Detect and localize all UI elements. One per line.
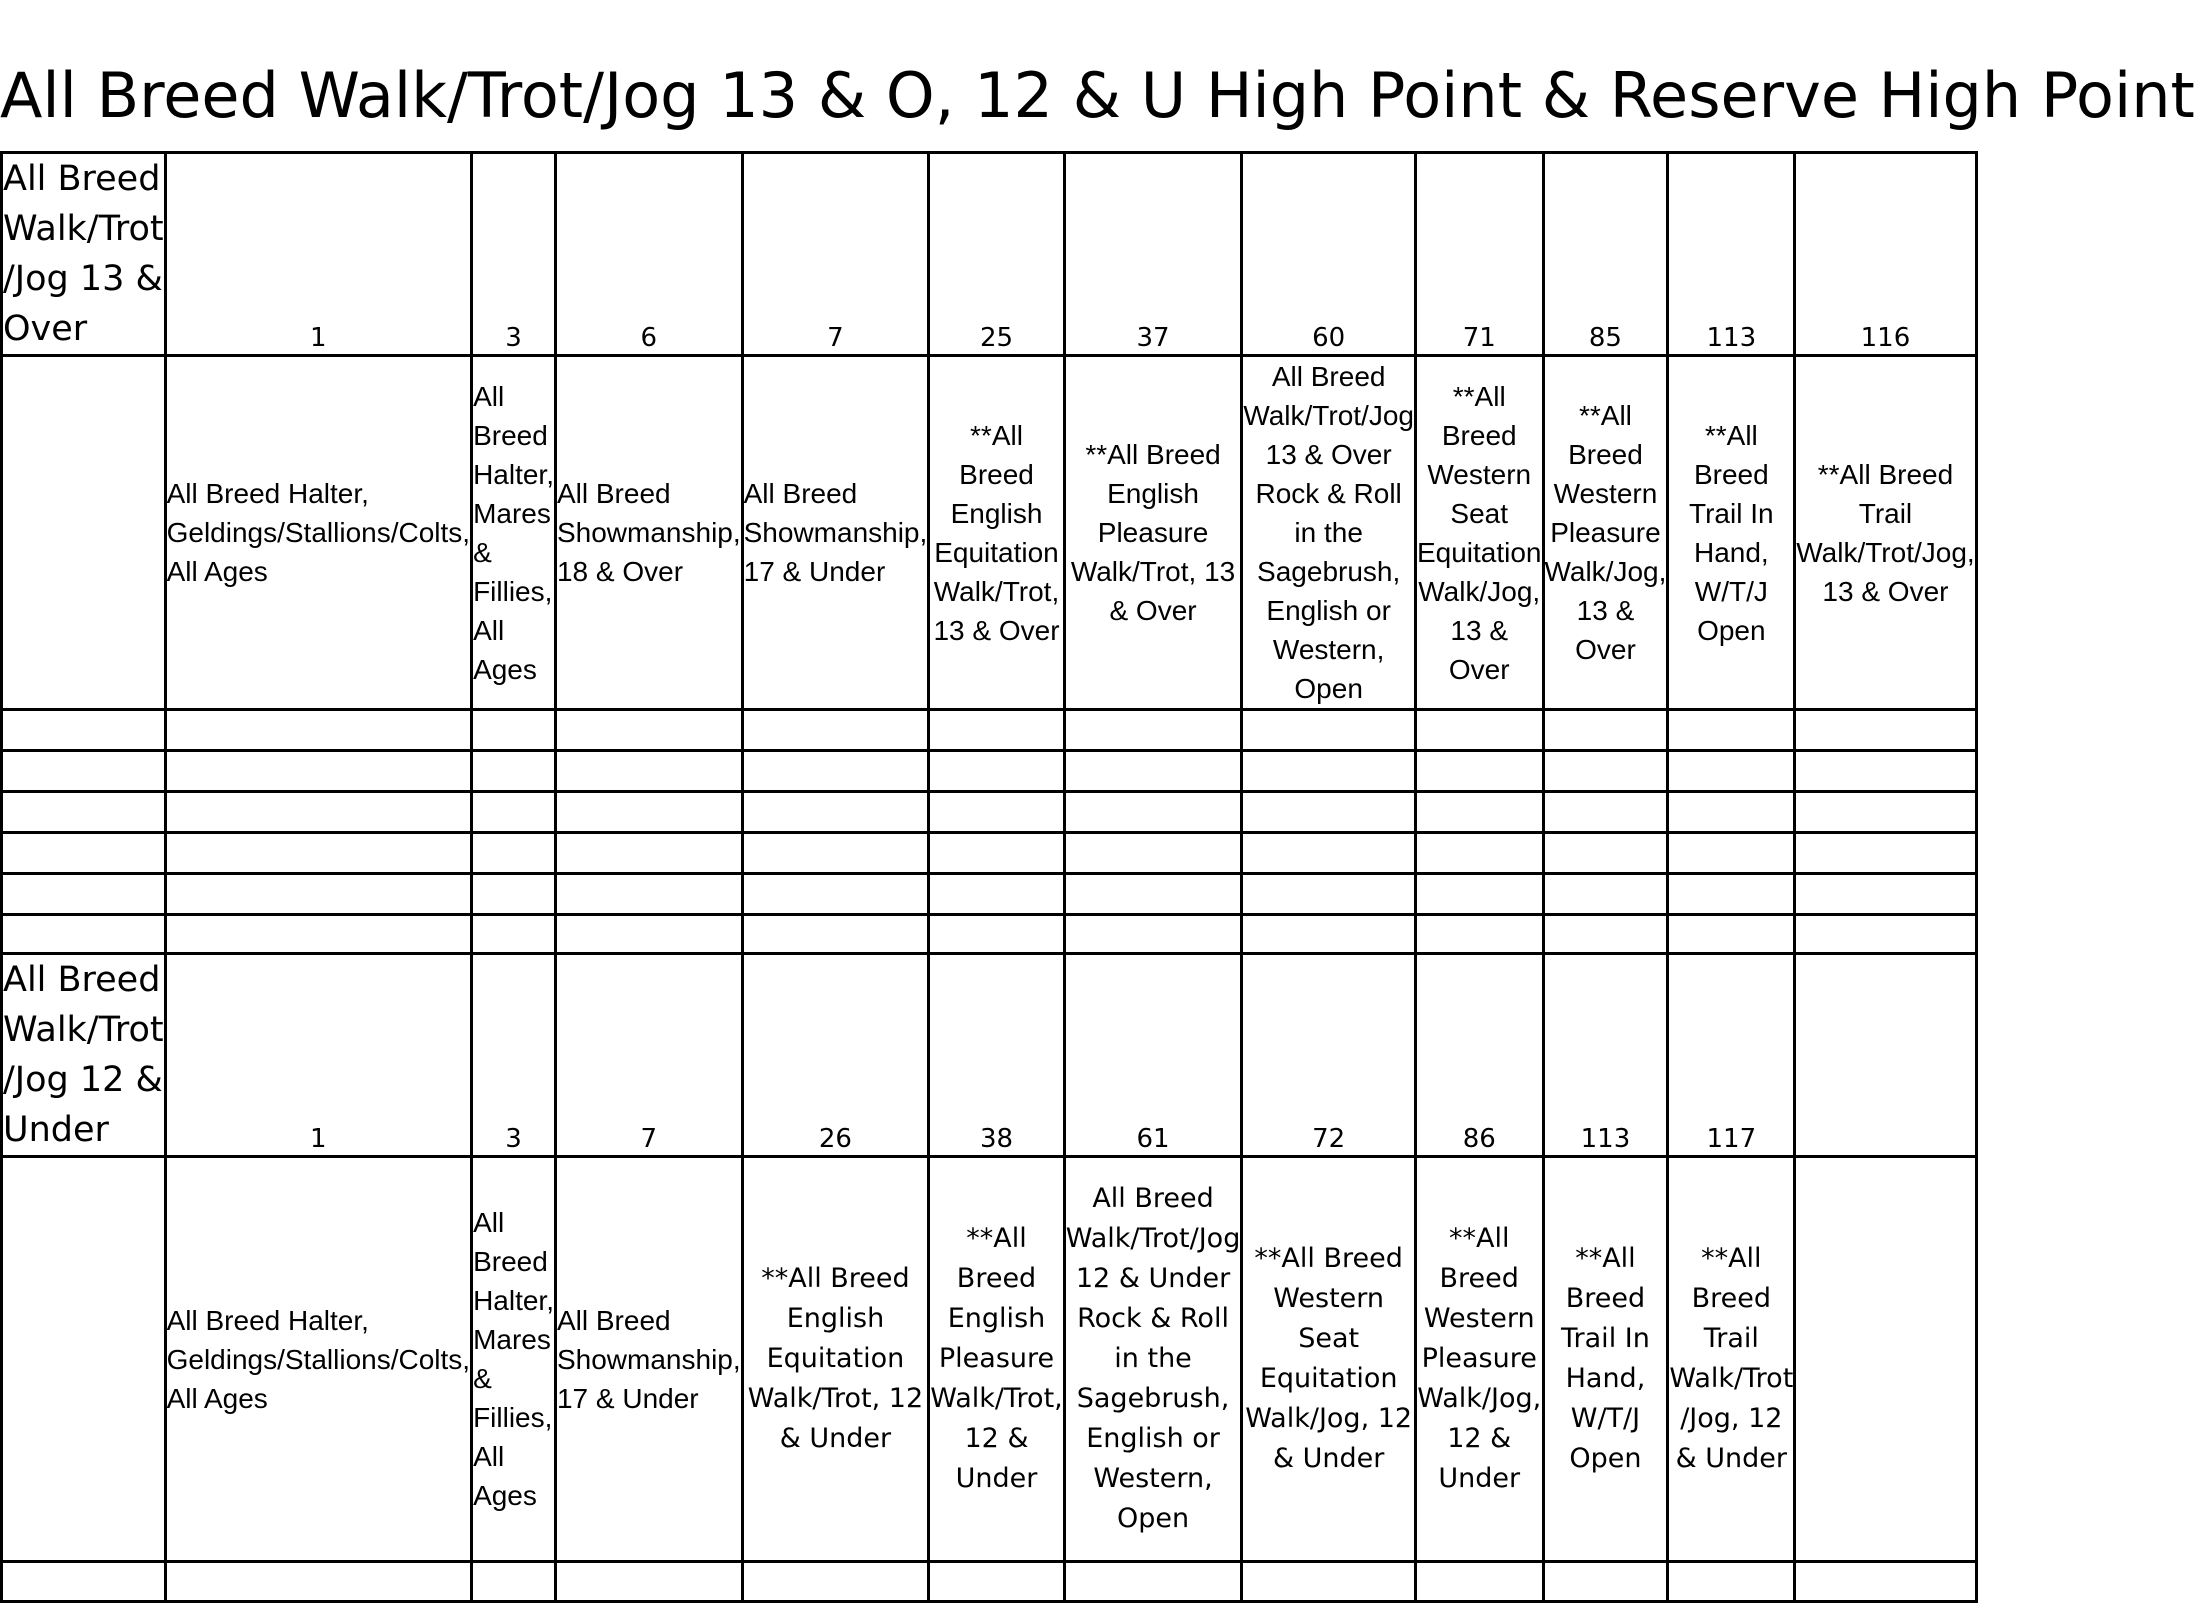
section-12-under-number-row <box>2 954 1977 1157</box>
class-number: 25 <box>929 153 1064 356</box>
class-name: **All Breed Trail Walk/Trot /Jog, 12 & Under <box>1668 1157 1795 1562</box>
section-12-under-class-row <box>2 1157 1977 1562</box>
class-name: All Breed Showmanship, 17 & Under <box>742 356 929 710</box>
class-number <box>1795 954 1976 1157</box>
class-number: 26 <box>742 954 929 1157</box>
entry-row <box>2 710 1977 751</box>
class-number: 117 <box>1668 954 1795 1157</box>
class-name: **All Breed English Equitation Walk/Trot, 13 & Over <box>929 356 1064 710</box>
empty-cell <box>2 1157 166 1562</box>
class-number: 6 <box>555 153 742 356</box>
page-title: All Breed Walk/Trot/Jog 13 & O, 12 & U High Point & Reserve High Point <box>0 59 2195 132</box>
class-number: 3 <box>472 954 556 1157</box>
class-name: **All Breed Trail In Hand, W/T/J Open <box>1543 1157 1668 1562</box>
class-number: 7 <box>555 954 742 1157</box>
class-number: 116 <box>1795 153 1976 356</box>
class-name: All Breed Showmanship, 17 & Under <box>555 1157 742 1562</box>
entry-row <box>2 833 1977 874</box>
class-number: 37 <box>1064 153 1242 356</box>
class-name: **All Breed English Pleasure Walk/Trot, 13 & Over <box>1064 356 1242 710</box>
class-number: 113 <box>1668 153 1795 356</box>
class-name: **All Breed Western Seat Equitation Walk/Jog, 12 & Under <box>1242 1157 1416 1562</box>
class-number: 61 <box>1064 954 1242 1157</box>
class-name: All Breed Halter, Mares & Fillies, All Ages <box>472 356 556 710</box>
class-name: All Breed Showmanship, 18 & Over <box>555 356 742 710</box>
section-13-over-header: All Breed Walk/Trot /Jog 13 & Over <box>2 153 166 356</box>
class-number: 86 <box>1415 954 1543 1157</box>
empty-cell <box>2 356 166 710</box>
class-name: **All Breed Western Pleasure Walk/Jog, 12 & Under <box>1415 1157 1543 1562</box>
class-name: All Breed Walk/Trot/Jog 13 & Over Rock & Roll in the Sagebrush, English or Western, Open <box>1242 356 1416 710</box>
class-name <box>1795 1157 1976 1562</box>
class-number: 71 <box>1415 153 1543 356</box>
class-number: 1 <box>165 153 471 356</box>
entry-row <box>2 915 1977 954</box>
class-number: 85 <box>1543 153 1668 356</box>
class-name: **All Breed Trail In Hand, W/T/J Open <box>1668 356 1795 710</box>
high-point-table <box>0 151 1978 1603</box>
class-name: All Breed Walk/Trot/Jog 12 & Under Rock & Roll in the Sagebrush, English or Western, Open <box>1064 1157 1242 1562</box>
class-name: **All Breed English Pleasure Walk/Trot, 12 & Under <box>929 1157 1064 1562</box>
entry-row <box>2 792 1977 833</box>
class-name: All Breed Halter, Geldings/Stallions/Colts, All Ages <box>165 356 471 710</box>
class-number: 7 <box>742 153 929 356</box>
class-name: **All Breed Trail Walk/Trot/Jog, 13 & Over <box>1795 356 1976 710</box>
entry-row <box>2 1562 1977 1602</box>
class-name: All Breed Halter, Geldings/Stallions/Colts, All Ages <box>165 1157 471 1562</box>
class-name: **All Breed Western Pleasure Walk/Jog, 13 & Over <box>1543 356 1668 710</box>
section-12-under-header: All Breed Walk/Trot /Jog 12 & Under <box>2 954 166 1157</box>
class-number: 38 <box>929 954 1064 1157</box>
class-number: 1 <box>165 954 471 1157</box>
section-13-over-number-row <box>2 153 1977 356</box>
class-number: 3 <box>472 153 556 356</box>
class-number: 113 <box>1543 954 1668 1157</box>
section-13-over-class-row <box>2 356 1977 710</box>
class-number: 72 <box>1242 954 1416 1157</box>
entry-row <box>2 751 1977 792</box>
class-name: All Breed Halter, Mares & Fillies, All Ages <box>472 1157 556 1562</box>
class-name: **All Breed Western Seat Equitation Walk/Jog, 13 & Over <box>1415 356 1543 710</box>
entry-row <box>2 874 1977 915</box>
class-name: **All Breed English Equitation Walk/Trot, 12 & Under <box>742 1157 929 1562</box>
class-number: 60 <box>1242 153 1416 356</box>
